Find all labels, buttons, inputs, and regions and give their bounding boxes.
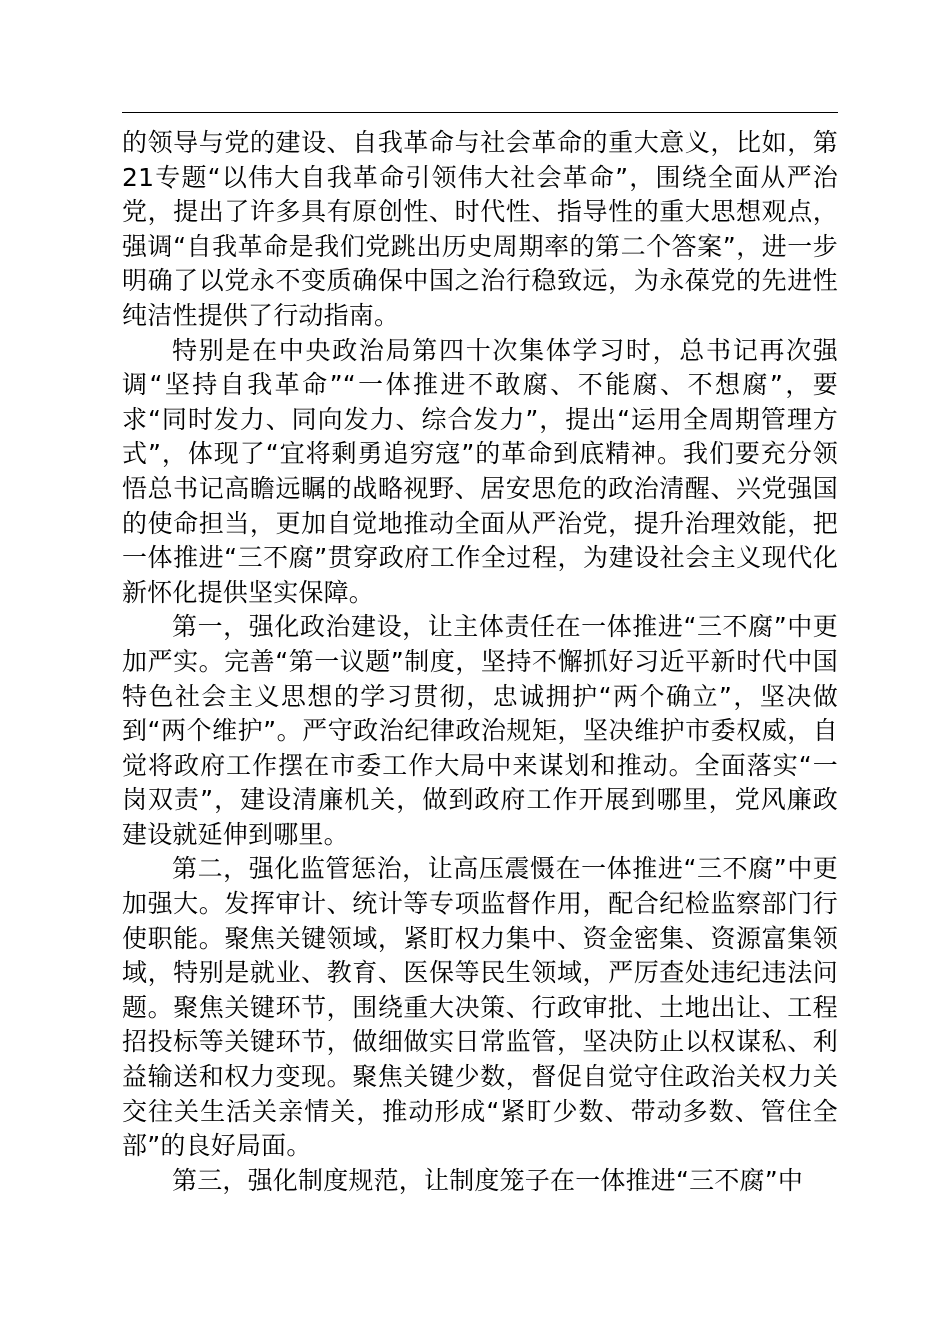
paragraph-point-one: 第一，强化政治建设，让主体责任在一体推进“三不腐”中更加严实。完善“第一议题”制度，坚持不懈抓好习近平新时代中国特色社会主义思想的学习贯彻，忠诚拥护“两个确立”，坚决做到“两个维护”。严守政治纪律政治规矩，坚决维护市委权威，自觉将政府工作摆在市委工作大局中来谋划和推动。全面落实“一岗双责”，建设清廉机关，做到政府工作开展到哪里，党风廉政建设就延伸到哪里。: [122, 612, 838, 849]
document-body: [122, 126, 838, 1198]
paragraph-point-two: 第二，强化监管惩治，让高压震慑在一体推进“三不腐”中更加强大。发挥审计、统计等专项监督作用，配合纪检监察部门行使职能。聚焦关键领域，紧盯权力集中、资金密集、资源富集领域，特别是就业、教育、医保等民生领域，严厉查处违纪违法问题。聚焦关键环节，围绕重大决策、行政审批、土地出让、工程招投标等关键环节，做细做实日常监管，坚决防止以权谋私、利益输送和权力变现。聚焦关键少数，督促自觉守住政治关权力关交往关生活关亲情关，推动形成“紧盯少数、带动多数、管住全部”的良好局面。: [122, 854, 838, 1161]
header-rule: [122, 112, 838, 113]
paragraph-point-three: 第三，强化制度规范，让制度笼子在一体推进“三不腐”中: [172, 1165, 804, 1195]
paragraph-continued: 的领导与党的建设、自我革命与社会革命的重大意义，比如，第21专题“以伟大自我革命引领伟大社会革命”，围绕全面从严治党，提出了许多具有原创性、时代性、指导性的重大思想观点，强调“自我革命是我们党跳出历史周期率的第二个答案”，进一步明确了以党永不变质确保中国之治行稳致远，为永葆党的先进性纯洁性提供了行动指南。: [122, 128, 838, 330]
paragraph-party-study: 特别是在中央政治局第四十次集体学习时，总书记再次强调“坚持自我革命”“一体推进不敢腐、不能腐、不想腐”，要求“同时发力、同向发力、综合发力”，提出“运用全周期管理方式”，体现了“宜将剩勇追穷寇”的革命到底精神。我们要充分领悟总书记高瞻远瞩的战略视野、居安思危的政治清醒、兴党强国的使命担当，更加自觉地推动全面从严治党，提升治理效能，把一体推进“三不腐”贯穿政府工作全过程，为建设社会主义现代化新怀化提供坚实保障。: [122, 335, 838, 607]
